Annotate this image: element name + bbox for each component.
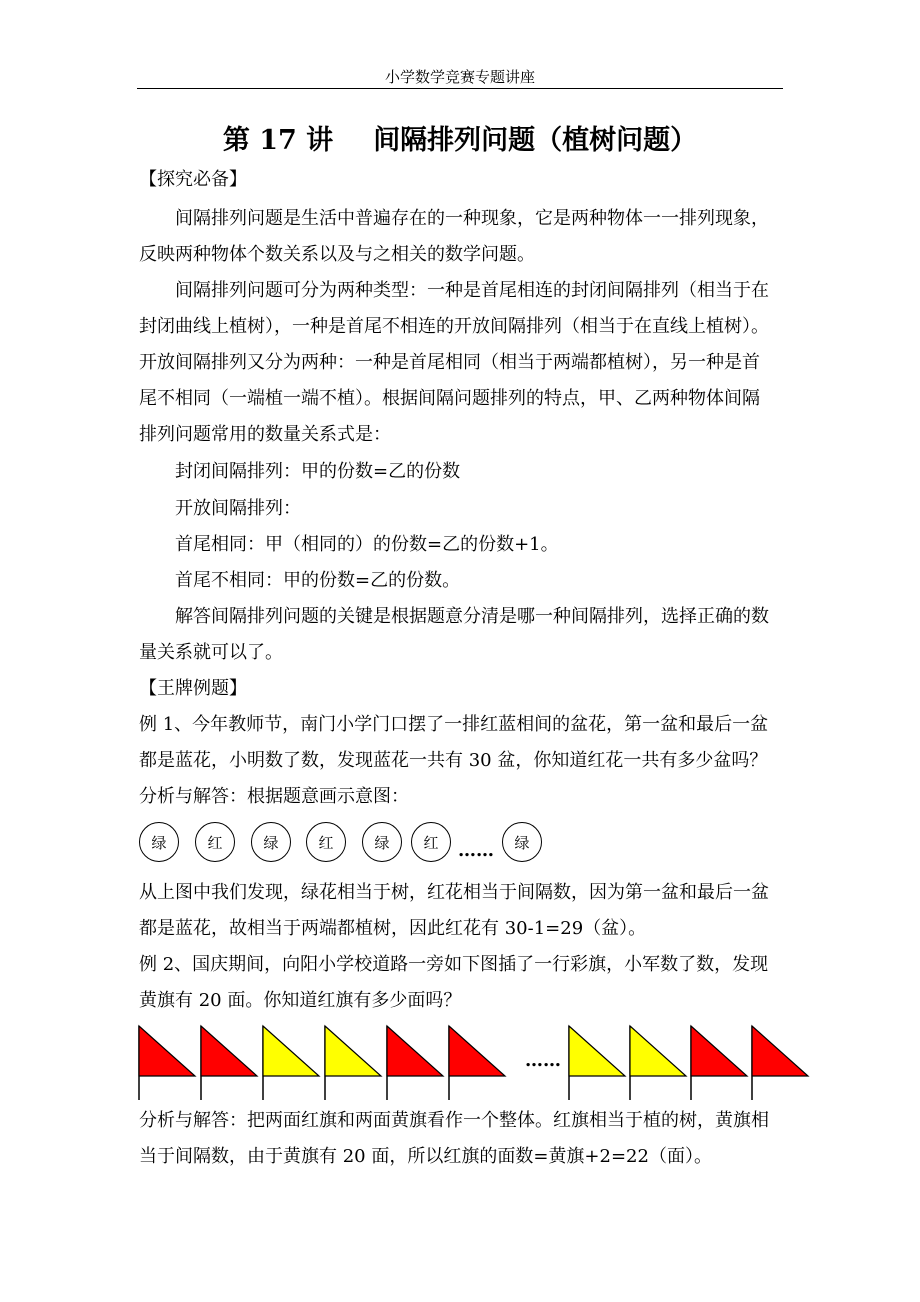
flower-circle-5: 绿 bbox=[362, 822, 402, 862]
example2-line2: 黄旗有 20 面。你知道红旗有多少面吗？ bbox=[139, 990, 462, 1011]
para3-line2: 量关系就可以了。 bbox=[139, 642, 283, 663]
para2-line1: 间隔排列问题可分为两种类型：一种是首尾相连的封闭间隔排列（相当于在 bbox=[175, 280, 769, 301]
formula-open: 开放间隔排列： bbox=[175, 498, 301, 519]
flower-ellipsis: …… bbox=[458, 840, 494, 861]
flag-after-red-flag-4 bbox=[752, 1026, 808, 1100]
flower-circle-2: 红 bbox=[195, 822, 235, 862]
flower-circle-1: 绿 bbox=[139, 822, 179, 862]
para2-line4: 尾不相同（一端植一端不植）。根据间隔问题排列的特点，甲、乙两种物体间隔 bbox=[139, 388, 760, 409]
flag-after-yellow-flag-2 bbox=[630, 1026, 686, 1100]
section-heading-preparation: 【探究必备】 bbox=[139, 169, 247, 190]
lecture-title: 间隔排列问题（植树问题） bbox=[373, 125, 698, 156]
flag-before-red-flag-1 bbox=[139, 1026, 195, 1100]
para2-line2: 封闭曲线上植树），一种是首尾不相连的开放间隔排列（相当于在直线上植树）。 bbox=[139, 316, 769, 337]
para2-line5: 排列问题常用的数量关系式是： bbox=[139, 424, 391, 445]
flower-circle-6: 红 bbox=[411, 822, 451, 862]
example1-line1: 例 1、今年教师节，南门小学门口摆了一排红蓝相间的盆花，第一盆和最后一盆 bbox=[139, 714, 769, 735]
lecture-number: 第 17 讲 bbox=[222, 125, 334, 156]
flag-after-yellow-flag-1 bbox=[569, 1026, 625, 1100]
formula-same-ends: 首尾相同：甲（相同的）的份数=乙的份数+1。 bbox=[175, 534, 559, 555]
formula-different-ends: 首尾不相同：甲的份数=乙的份数。 bbox=[175, 570, 461, 591]
section-heading-examples: 【王牌例题】 bbox=[139, 678, 247, 699]
flag-before-red-flag-2 bbox=[201, 1026, 257, 1100]
example2-line1: 例 2、国庆期间，向阳小学校道路一旁如下图插了一行彩旗，小军数了数，发现 bbox=[139, 954, 769, 975]
para1-line2: 反映两种物体个数关系以及与之相关的数学问题。 bbox=[139, 244, 535, 265]
example1-solution-line2: 都是蓝花，故相当于两端都植树，因此红花有 30-1=29（盆）。 bbox=[139, 918, 647, 939]
example1-solution-line1: 从上图中我们发现，绿花相当于树，红花相当于间隔数，因为第一盆和最后一盆 bbox=[139, 882, 769, 903]
flower-circle-4: 红 bbox=[306, 822, 346, 862]
para1-line1: 间隔排列问题是生活中普遍存在的一种现象，它是两种物体一一排列现象， bbox=[175, 208, 769, 229]
para3-line1: 解答间隔排列问题的关键是根据题意分清是哪一种间隔排列，选择正确的数 bbox=[175, 606, 769, 627]
para2-line3: 开放间隔排列又分为两种：一种是首尾相同（相当于两端都植树），另一种是首 bbox=[139, 352, 760, 373]
flag-before-red-flag-6 bbox=[449, 1026, 505, 1100]
flag-before-yellow-flag-4 bbox=[325, 1026, 381, 1100]
page-title bbox=[0, 118, 920, 157]
flag-before-yellow-flag-3 bbox=[263, 1026, 319, 1100]
flag-after-red-flag-3 bbox=[691, 1026, 747, 1100]
example2-solution-line1: 分析与解答：把两面红旗和两面黄旗看作一个整体。红旗相当于植的树，黄旗相 bbox=[139, 1110, 769, 1131]
example1-line2: 都是蓝花，小明数了数，发现蓝花一共有 30 盆，你知道红花一共有多少盆吗？ bbox=[139, 750, 768, 771]
example2-solution-line2: 当于间隔数，由于黄旗有 20 面，所以红旗的面数=黄旗+2=22（面）。 bbox=[139, 1146, 712, 1167]
header-rule bbox=[137, 88, 783, 89]
page-header: 小学数学竞赛专题讲座 bbox=[384, 68, 535, 86]
example1-analysis: 分析与解答：根据题意画示意图： bbox=[139, 786, 409, 807]
flag-before-red-flag-5 bbox=[387, 1026, 443, 1100]
formula-closed: 封闭间隔排列：甲的份数=乙的份数 bbox=[175, 461, 461, 482]
flag-ellipsis: …… bbox=[525, 1050, 561, 1071]
flag-row-diagram bbox=[135, 1024, 815, 1104]
flower-circle-3: 绿 bbox=[251, 822, 291, 862]
flower-circle-last: 绿 bbox=[502, 822, 542, 862]
